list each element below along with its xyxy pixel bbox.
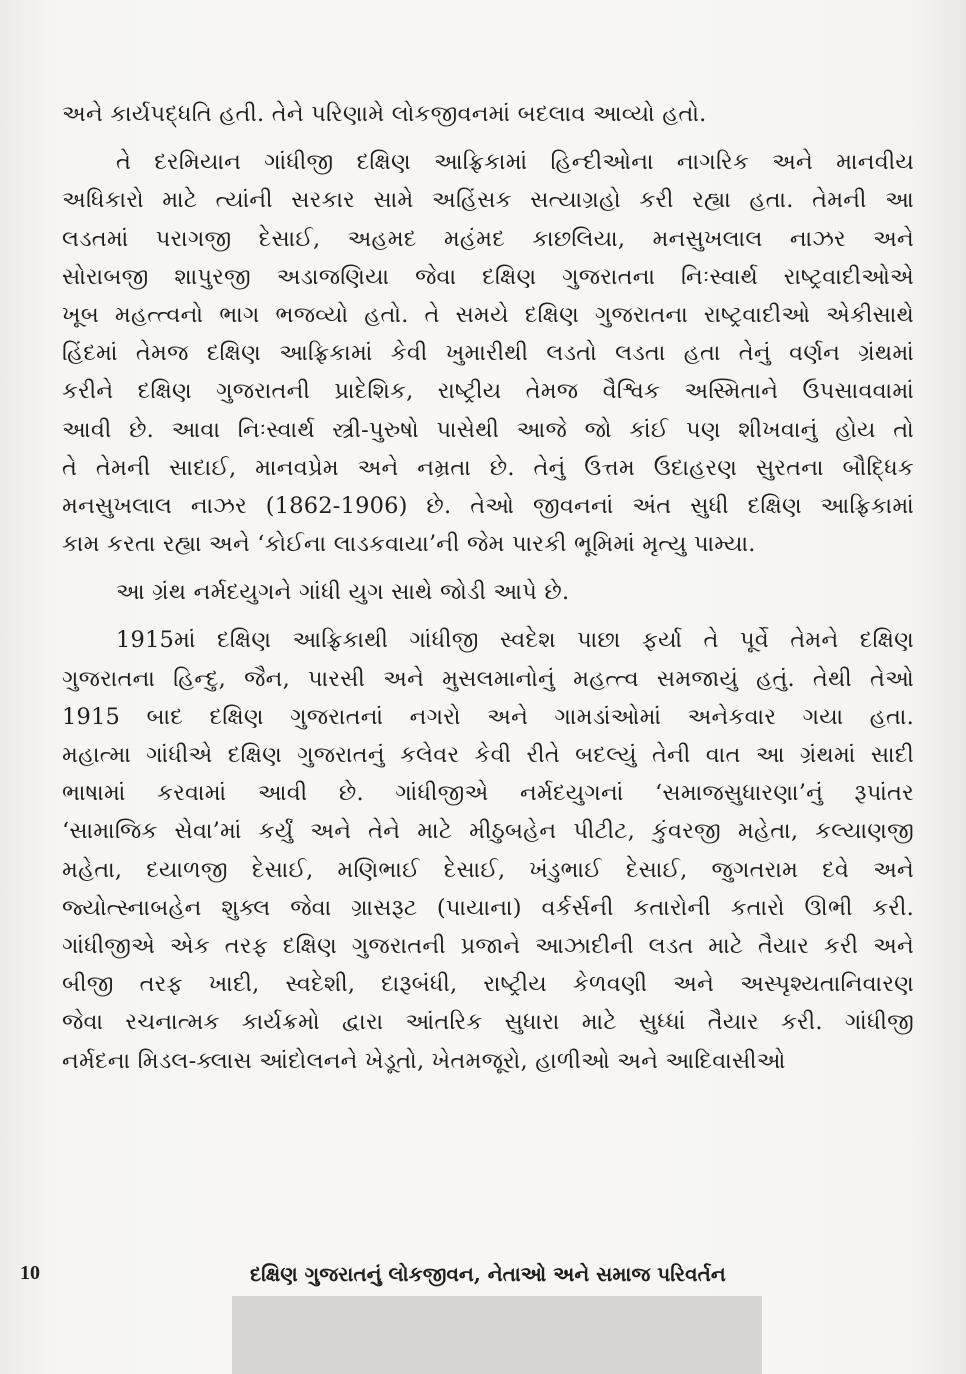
text-line: હિંદમાં તેમજ દક્ષિણ આફ્રિકામાં કેવી ખુમારીથી લડતો લડતા હતા તેનું વર્ણન ગ્રંથમાં [62,340,914,367]
text-line: જેવા રચનાત્મક કાર્યક્રમો દ્વારા આંતરિક સુધારા માટે સુધ્ધાં તૈયાર કરી. ગાંધીજી [62,1009,914,1036]
text-line: ‘સામાજિક સેવા’માં કર્યું અને તેને માટે મીઠુબહેન પીટીટ, કુંવરજી મહેતા, કલ્યાણજી [62,818,914,845]
text-line: મહેતા, દયાળજી દેસાઈ, મણિભાઈ દેસાઈ, ખંડુભાઈ દેસાઈ, જુગતરામ દવે અને [62,856,914,883]
text-line: ખૂબ મહત્ત્વનો ભાગ ભજવ્યો હતો. તે સમયે દક્ષિણ ગુજરાતના રાષ્ટ્રવાદીઓ એકીસાથે [62,301,914,328]
bottom-shadow-tab [232,1296,762,1374]
paragraph [62,95,914,133]
text-line: સોરાબજી શાપુરજી અડાજણિયા જેવા દક્ષિણ ગુજરાતના નિઃસ્વાર્થ રાષ્ટ્રવાદીઓએ [62,263,914,290]
body-text [62,95,914,1080]
text-line: તે દરમિયાન ગાંધીજી દક્ષિણ આફ્રિકામાં હિન્દીઓના નાગરિક અને માનવીય [116,149,914,176]
paragraph-gap [62,133,914,143]
paragraph-gap [62,611,914,621]
text-line: બીજી તરફ ખાદી, સ્વદેશી, દારૂબંધી, રાષ્ટ્રીય કેળવણી અને અસ્પૃશ્યતાનિવારણ [62,971,914,998]
text-line: અને કાર્યપદ્ધતિ હતી. તેને પરિણામે લોકજીવનમાં બદલાવ આવ્યો હતો. [62,101,707,127]
running-footer-title: દક્ષિણ ગુજરાતનું લોકજીવન, નેતાઓ અને સમાજ પરિવર્તન [250,1262,726,1286]
page-number: 10 [20,1262,40,1284]
text-line: ભાષામાં કરવામાં આવી છે. ગાંધીજીએ નર્મદયુગનાં ‘સમાજસુધારણા’નું રૂપાંતર [62,780,914,807]
text-line: મનસુખલાલ નાઝર (1862-1906) છે. તેઓ જીવનનાં અંત સુધી દક્ષિણ આફ્રિકામાં [62,492,914,519]
text-line: 1915માં દક્ષિણ આફ્રિકાથી ગાંધીજી સ્વદેશ પાછા ફર્યા તે પૂર્વે તેમને દક્ષિણ [116,627,914,654]
paragraph-gap [62,563,914,573]
text-line: લડતમાં પરાગજી દેસાઈ, અહમદ મહંમદ કાછલિયા, મનસુખલાલ નાઝર અને [62,225,914,252]
text-line: આ ગ્રંથ નર્મદયુગને ગાંધી યુગ સાથે જોડી આપે છે. [116,579,570,606]
text-line: ગુજરાતના હિન્દુ, જૈન, પારસી અને મુસલમાનોનું મહત્ત્વ સમજાયું હતું. તેથી તેઓ [62,665,914,692]
paragraph [62,143,914,563]
text-line: જ્યોત્સ્નાબહેન શુક્લ જેવા ગ્રાસરૂટ (પાયાના) વર્કર્સની કતારોની કતારો ઊભી કરી. [62,894,914,921]
text-line: અધિકારો માટે ત્યાંની સરકાર સામે અહિંસક સત્યાગ્રહો કરી રહ્યા હતા. તેમની આ [62,187,914,214]
text-line: કરીને દક્ષિણ ગુજરાતની પ્રાદેશિક, રાષ્ટ્રીય તેમજ વૈશ્વિક અસ્મિતાને ઉપસાવવામાં [62,378,914,405]
text-line: કામ કરતા રહ્યા અને ‘કોઈના લાડકવાયા’ની જેમ પારકી ભૂમિમાં મૃત્યુ પામ્યા. [62,531,756,558]
paragraph [62,621,914,1079]
text-line: આવી છે. આવા નિઃસ્વાર્થ સ્ત્રી-પુરુષો પાસેથી આજે જો કાંઈ પણ શીખવાનું હોય તો [62,416,914,443]
text-line: નર્મદના મિડલ-ક્લાસ આંદોલનને ખેડૂતો, ખેતમજૂરો, હાળીઓ અને આદિવાસીઓ [62,1047,786,1074]
text-line: મહાત્મા ગાંધીએ દક્ષિણ ગુજરાતનું કલેવર કેવી રીતે બદલ્યું તેની વાત આ ગ્રંથમાં સાદી [62,742,914,768]
text-line: ગાંધીજીએ એક તરફ દક્ષિણ ગુજરાતની પ્રજાને આઝાદીની લડત માટે તૈયાર કરી અને [62,932,914,959]
text-line: 1915 બાદ દક્ષિણ ગુજરાતનાં નગરો અને ગામડાંઓમાં અનેકવાર ગયા હતા. [62,703,914,730]
paragraph [62,573,914,611]
text-line: તે તેમની સાદાઈ, માનવપ્રેમ અને નમ્રતા છે. તેનું ઉત્તમ ઉદાહરણ સુરતના બૌદ્ધિક [62,454,914,481]
